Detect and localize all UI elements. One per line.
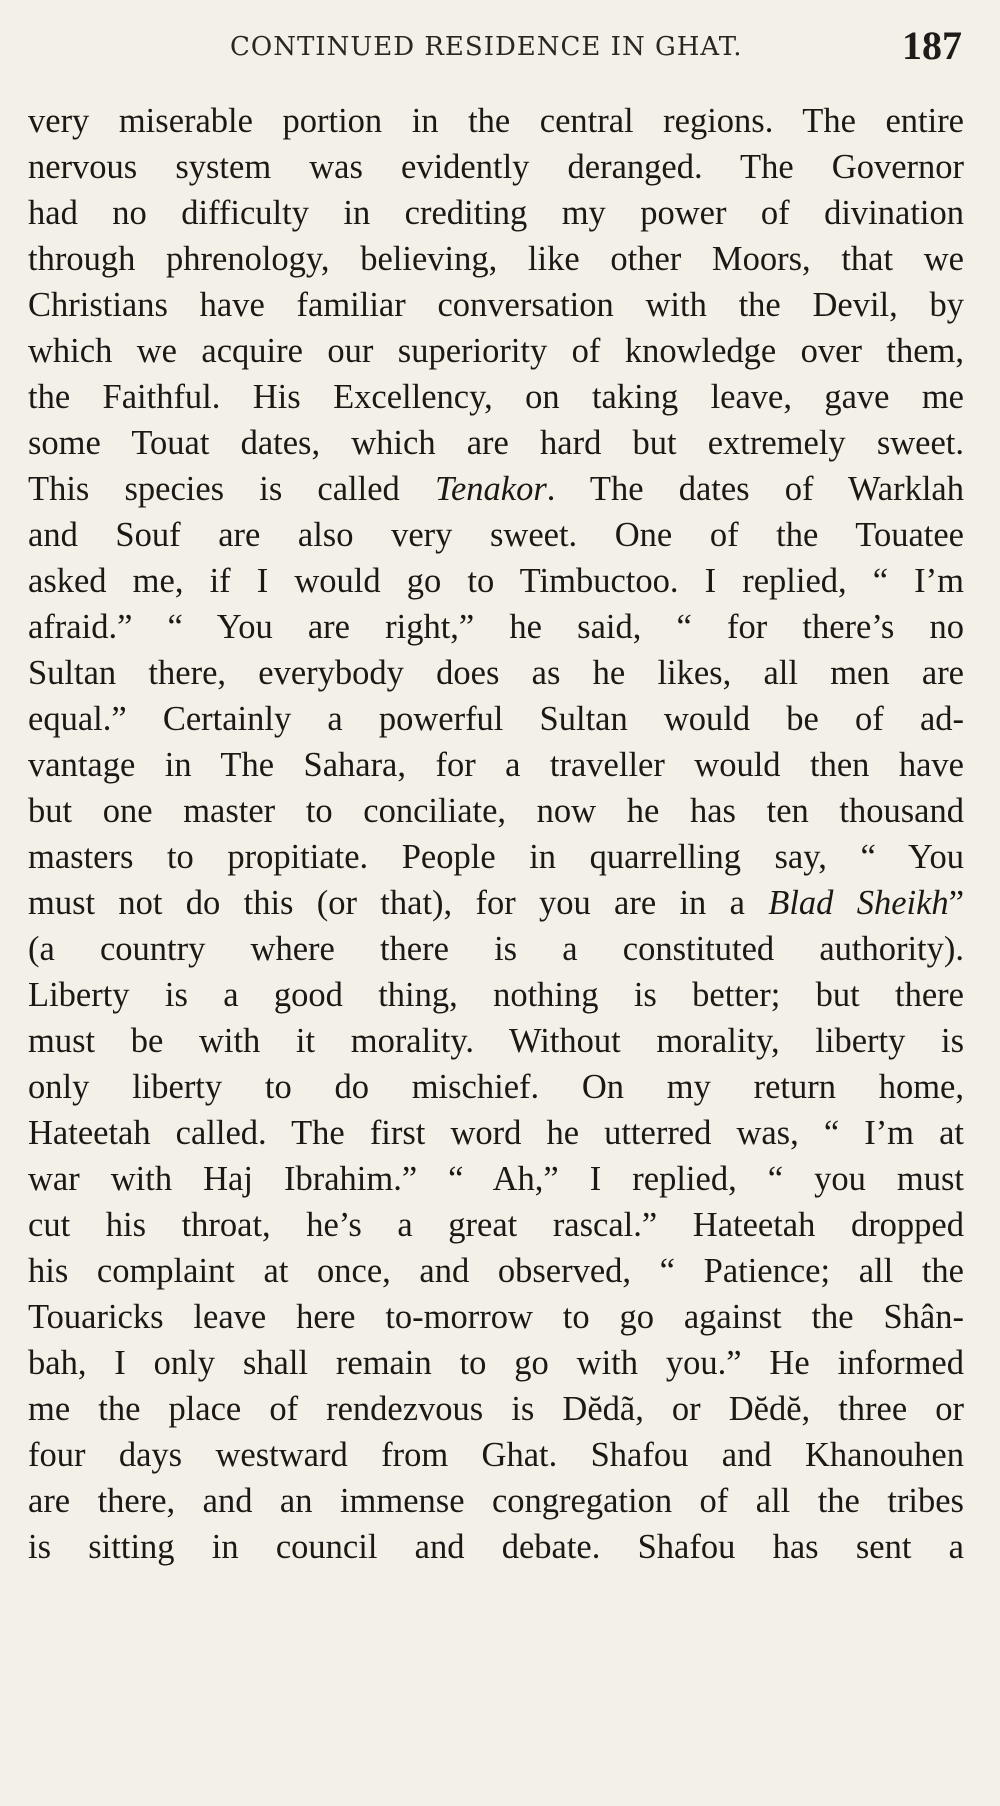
text-line: must be with it morality. Without morality, liberty is [28, 1022, 964, 1060]
text-line: me the place of rendezvous is Dĕdã, or Dĕdĕ, three or [28, 1390, 964, 1428]
text-line: the Faithful. His Excellency, on taking leave, gave me [28, 378, 964, 416]
text-line: must not do this (or that), for you are in a Blad Sheikh” [28, 884, 965, 922]
text-line: This species is called Tenakor. The dates of Warklah [28, 470, 964, 508]
text-line: Christians have familiar conversation with the Devil, by [28, 286, 964, 324]
page-header [0, 20, 1000, 70]
text-line: are there, and an immense congregation of all the tribes [28, 1482, 964, 1520]
text-line: Liberty is a good thing, nothing is better; but there [28, 976, 964, 1014]
text-line: war with Haj Ibrahim.” “ Ah,” I replied, “ you must [28, 1160, 964, 1198]
page-number: 187 [902, 23, 962, 68]
running-head: CONTINUED RESIDENCE IN GHAT. [230, 32, 743, 62]
text-line: afraid.” “ You are right,” he said, “ for there’s no [28, 608, 964, 646]
text-line: Hateetah called. The first word he utterred was, “ I’m at [28, 1114, 964, 1152]
text-line: had no difficulty in crediting my power of divination [28, 194, 964, 232]
body-text [28, 98, 964, 1570]
text-line: which we acquire our superiority of knowledge over them, [28, 332, 964, 370]
italic-term: Tenakor [434, 470, 547, 508]
italic-term: Blad Sheikh [768, 884, 949, 922]
text-line: Sultan there, everybody does as he likes, all men are [28, 654, 964, 692]
text-line: equal.” Certainly a powerful Sultan would be of ad- [28, 700, 964, 738]
text-line: nervous system was evidently deranged. The Governor [28, 148, 964, 186]
text-line: cut his throat, he’s a great rascal.” Hateetah dropped [28, 1206, 964, 1244]
text-line: very miserable portion in the central regions. The entire [28, 102, 964, 140]
text-line: (a country where there is a constituted authority). [28, 930, 964, 968]
text-line: masters to propitiate. People in quarrelling say, “ You [28, 838, 964, 876]
text-line: but one master to conciliate, now he has ten thousand [28, 792, 964, 830]
text-line: and Souf are also very sweet. One of the Touatee [28, 516, 964, 554]
text-line: is sitting in council and debate. Shafou has sent a [28, 1528, 964, 1566]
text-line: asked me, if I would go to Timbuctoo. I replied, “ I’m [28, 562, 964, 600]
text-line: bah, I only shall remain to go with you.” He informed [28, 1344, 964, 1382]
text-line: through phrenology, believing, like other Moors, that we [28, 240, 964, 278]
text-line: only liberty to do mischief. On my return home, [28, 1068, 964, 1106]
text-line: some Touat dates, which are hard but extremely sweet. [28, 424, 964, 462]
text-line: his complaint at once, and observed, “ Patience; all the [28, 1252, 964, 1290]
text-line: four days westward from Ghat. Shafou and Khanouhen [28, 1436, 964, 1474]
text-line: vantage in The Sahara, for a traveller would then have [28, 746, 964, 784]
text-line: Touaricks leave here to-morrow to go against the Shân- [28, 1298, 964, 1336]
